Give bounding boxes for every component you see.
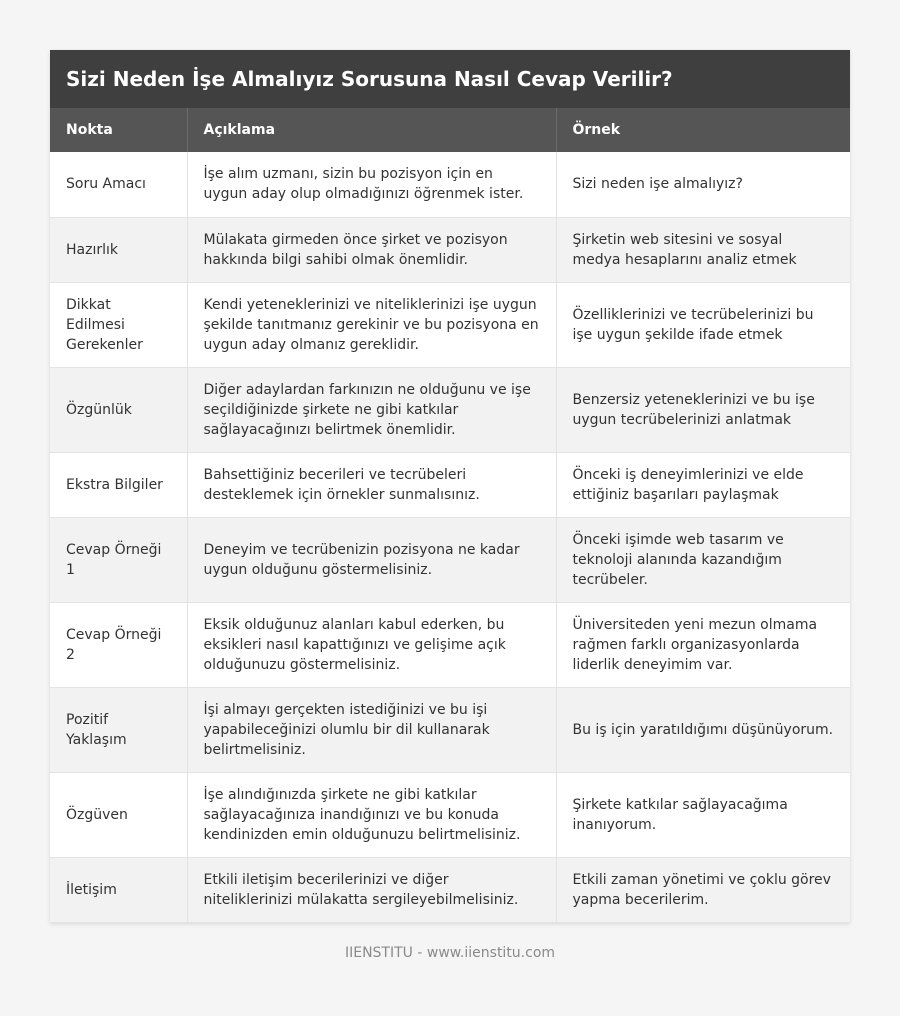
cell-aciklama: Deneyim ve tecrübenizin pozisyona ne kadar uygun olduğunu göstermelisiniz. [187,517,556,602]
table-row [50,282,850,367]
cell-aciklama: Diğer adaylardan farkınızın ne olduğunu ve işe seçildiğinizde şirkete ne gibi katkılar sağlayacağınızı belirtmek önemlidir. [187,367,556,452]
cell-nokta: Hazırlık [50,217,187,282]
cell-aciklama: Etkili iletişim becerilerinizi ve diğer niteliklerinizi mülakatta sergileyebilmelisiniz. [187,857,556,922]
column-header-ornek: Örnek [556,108,850,152]
table-row [50,857,850,922]
cell-nokta: Pozitif Yaklaşım [50,687,187,772]
cell-nokta: Cevap Örneği 1 [50,517,187,602]
column-header-aciklama: Açıklama [187,108,556,152]
table-row [50,217,850,282]
cell-ornek: Önceki işimde web tasarım ve teknoloji alanında kazandığım tecrübeler. [556,517,850,602]
cell-ornek: Şirketin web sitesini ve sosyal medya hesaplarını analiz etmek [556,217,850,282]
cell-nokta: Özgüven [50,772,187,857]
cell-ornek: Benzersiz yeteneklerinizi ve bu işe uygun tecrübelerinizi anlatmak [556,367,850,452]
table-row [50,152,850,217]
cell-ornek: Özelliklerinizi ve tecrübelerinizi bu işe uygun şekilde ifade etmek [556,282,850,367]
table-header-row [50,108,850,152]
cell-ornek: Bu iş için yaratıldığımı düşünüyorum. [556,687,850,772]
cell-nokta: İletişim [50,857,187,922]
cell-aciklama: Bahsettiğiniz becerileri ve tecrübeleri desteklemek için örnekler sunmalısınız. [187,452,556,517]
footer-credit: IIENSTITU - www.iienstitu.com [344,945,556,961]
table-row [50,772,850,857]
column-header-nokta: Nokta [50,108,187,152]
table-row [50,367,850,452]
cell-nokta: Dikkat Edilmesi Gerekenler [50,282,187,367]
cell-nokta: Ekstra Bilgiler [50,452,187,517]
cell-nokta: Özgünlük [50,367,187,452]
cell-ornek: Önceki iş deneyimlerinizi ve elde ettiğiniz başarıları paylaşmak [556,452,850,517]
cell-ornek: Etkili zaman yönetimi ve çoklu görev yapma becerilerim. [556,857,850,922]
cell-nokta: Cevap Örneği 2 [50,602,187,687]
table-row [50,452,850,517]
info-table [50,108,850,923]
cell-aciklama: Eksik olduğunuz alanları kabul ederken, bu eksikleri nasıl kapattığınızı ve gelişime açık olduğunuzu göstermelisiniz. [187,602,556,687]
cell-aciklama: İşi almayı gerçekten istediğinizi ve bu işi yapabileceğinizi olumlu bir dil kullanarak belirtmelisiniz. [187,687,556,772]
table-row [50,602,850,687]
cell-aciklama: İşe alındığınızda şirkete ne gibi katkılar sağlayacağınıza inandığınızı ve bu konuda kendinizden emin olduğunuzu belirtmelisiniz. [187,772,556,857]
cell-ornek: Şirkete katkılar sağlayacağıma inanıyorum. [556,772,850,857]
cell-nokta: Soru Amacı [50,152,187,217]
page-title: Sizi Neden İşe Almalıyız Sorusuna Nasıl Cevap Verilir? [50,50,850,108]
cell-ornek: Üniversiteden yeni mezun olmama rağmen farklı organizasyonlarda liderlik deneyimim var. [556,602,850,687]
cell-aciklama: Kendi yeteneklerinizi ve niteliklerinizi işe uygun şekilde tanıtmanız gerekinir ve bu pozisyona en uygun aday olmanız gereklidir. [187,282,556,367]
content-card [50,50,850,923]
cell-aciklama: Mülakata girmeden önce şirket ve pozisyon hakkında bilgi sahibi olmak önemlidir. [187,217,556,282]
cell-aciklama: İşe alım uzmanı, sizin bu pozisyon için en uygun aday olup olmadığınızı öğrenmek ister. [187,152,556,217]
cell-ornek: Sizi neden işe almalıyız? [556,152,850,217]
table-row [50,517,850,602]
table-row [50,687,850,772]
